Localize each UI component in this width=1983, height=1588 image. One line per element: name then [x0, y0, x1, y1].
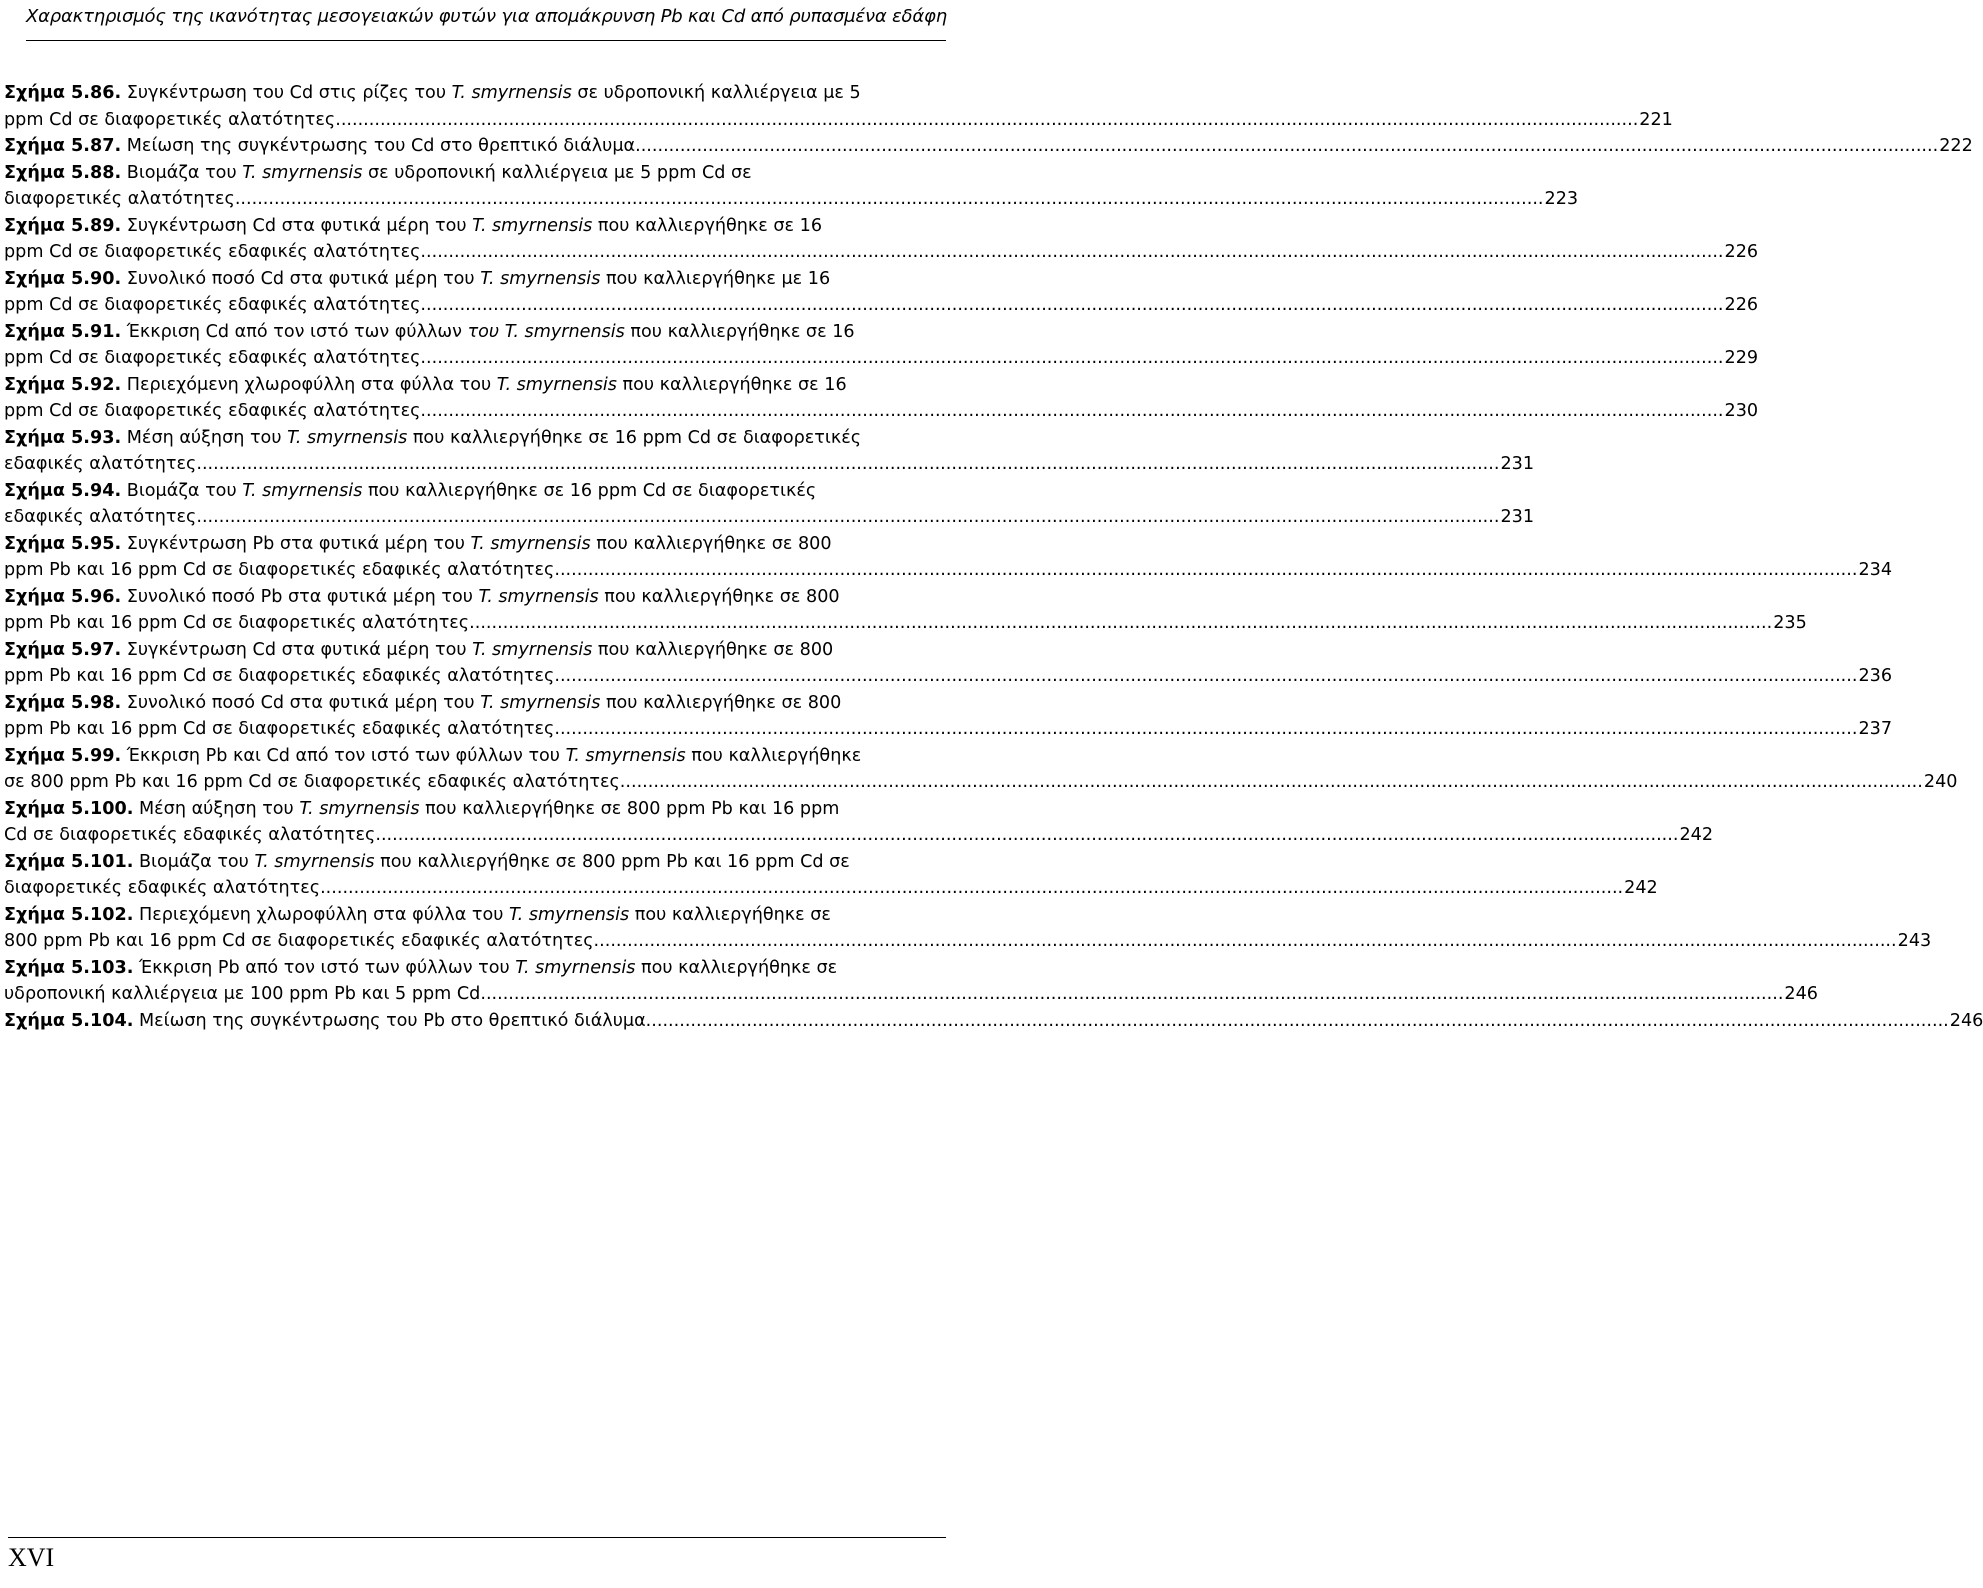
caption-text: που καλλιεργήθηκε με 16	[600, 268, 831, 289]
caption-text: που καλλιεργήθηκε σε	[635, 957, 838, 978]
page-reference: 223	[1544, 189, 1579, 209]
toc-entry-first-line	[4, 743, 948, 770]
caption-continuation	[4, 398, 426, 425]
toc-entry[interactable]	[4, 743, 1958, 796]
caption-continuation	[4, 239, 426, 266]
figure-number: Σχήμα 5.94.	[4, 480, 122, 501]
caption-text: σε υδροπονική καλλιέργεια με 5	[571, 83, 861, 103]
page-reference: 222	[1939, 136, 1973, 156]
caption-continuation	[4, 822, 381, 849]
caption-continuation	[4, 769, 625, 796]
page-number: XVI	[8, 1543, 55, 1572]
species-name: T. smyrnensis	[472, 639, 593, 660]
figure-number: Σχήμα 5.90.	[4, 268, 122, 289]
caption-text: σε 800 ppm Pb και 16 ppm Cd σε διαφορετικές εδαφικές αλατότητες.	[4, 772, 626, 792]
toc-entry[interactable]	[4, 690, 1893, 743]
caption-text: 800 ppm Pb και 16 ppm Cd σε διαφορετικές εδαφικές αλατότητες.	[4, 931, 600, 951]
toc-entry-last-line	[4, 292, 1759, 319]
figure-number: Σχήμα 5.93.	[4, 427, 122, 448]
caption-text: που καλλιεργήθηκε σε 16	[616, 374, 847, 395]
toc-entry-first-line	[4, 319, 948, 346]
toc-entry-last-line	[4, 451, 1535, 478]
species-name: T. smyrnensis	[451, 83, 572, 103]
dot-leader	[486, 981, 1783, 1008]
caption-text: που καλλιεργήθηκε σε 16 ppm Cd σε διαφορετικές	[362, 480, 817, 501]
caption-text: εδαφικές αλατότητες.	[4, 454, 202, 474]
dot-leader	[246, 186, 1543, 213]
caption-continuation	[4, 186, 246, 213]
toc-entry[interactable]	[4, 160, 1579, 213]
page-reference: 243	[1897, 931, 1932, 951]
toc-entry-last-line	[4, 928, 1932, 955]
toc-entry-last-line	[4, 239, 1759, 266]
caption-text: Περιεχόμενη χλωροφύλλη στα φύλλα του	[133, 904, 510, 925]
caption-text: ppm Pb και 16 ppm Cd σε διαφορετικές εδαφικές αλατότητες.	[4, 719, 560, 739]
toc-entry-first-line	[4, 690, 948, 717]
caption-continuation	[4, 133, 641, 160]
dot-leader	[560, 716, 1857, 743]
caption-continuation	[4, 981, 486, 1008]
caption-text: Βιομάζα του	[121, 480, 243, 501]
species-name: T. smyrnensis	[480, 268, 601, 289]
caption-text: Έκκριση Cd από τον ιστό των φύλλων	[121, 321, 468, 342]
dot-leader	[641, 133, 1938, 160]
figure-number: Σχήμα 5.87.	[4, 136, 122, 156]
toc-entry[interactable]	[4, 319, 1759, 372]
caption-continuation	[4, 663, 560, 690]
dot-leader	[426, 239, 1723, 266]
caption-text: Συνολικό ποσό Cd στα φυτικά μέρη του	[121, 268, 481, 289]
figure-number: Σχήμα 5.89.	[4, 215, 122, 236]
caption-text: υδροπονική καλλιέργεια με 100 ppm Pb και 5 ppm Cd.	[4, 984, 486, 1004]
figure-number: Σχήμα 5.98.	[4, 692, 122, 713]
page-reference: 246	[1949, 1010, 1983, 1031]
caption-text: ppm Cd σε διαφορετικές εδαφικές αλατότητες.	[4, 242, 427, 262]
toc-entry-first-line	[4, 584, 948, 611]
caption-text: ppm Cd σε διαφορετικές εδαφικές αλατότητες.	[4, 348, 427, 368]
toc-entry[interactable]	[4, 955, 1819, 1008]
figure-number: Σχήμα 5.103.	[4, 957, 134, 978]
caption-text: Βιομάζα του	[121, 162, 243, 183]
toc-entry-last-line	[4, 981, 1819, 1008]
page-reference: 246	[1784, 984, 1819, 1004]
figure-number: Σχήμα 5.96.	[4, 586, 122, 607]
page-reference: 235	[1773, 613, 1807, 633]
toc-entry-last-line	[4, 398, 1759, 425]
species-name: T. smyrnensis	[287, 427, 408, 448]
caption-text: ppm Cd σε διαφορετικές εδαφικές αλατότητες.	[4, 401, 427, 421]
toc-entry-first-line	[4, 955, 948, 982]
caption-text: που καλλιεργήθηκε σε 16	[624, 321, 855, 342]
toc-entry[interactable]	[4, 266, 1759, 319]
figure-number: Σχήμα 5.88.	[4, 162, 122, 183]
dot-leader	[202, 504, 1499, 531]
caption-text: Μείωση της συγκέντρωσης του Pb στο θρεπτικό διάλυμα.	[133, 1010, 652, 1031]
caption-continuation	[4, 107, 341, 134]
caption-text: Συνολικό ποσό Cd στα φυτικά μέρη του	[121, 692, 481, 713]
page-reference: 240	[1923, 772, 1958, 792]
caption-continuation	[4, 928, 599, 955]
toc-entry[interactable]	[4, 372, 1759, 425]
caption-continuation	[4, 345, 426, 372]
dot-leader	[426, 292, 1723, 319]
caption-continuation	[4, 610, 475, 637]
caption-text: που καλλιεργήθηκε σε	[629, 904, 831, 925]
caption-text: ppm Pb και 16 ppm Cd σε διαφορετικές εδαφικές αλατότητες.	[4, 666, 560, 686]
figure-number: Σχήμα 5.99.	[4, 745, 122, 766]
toc-entry-last-line	[4, 557, 1893, 584]
toc-entry-last-line	[4, 769, 1958, 796]
species-name: T. smyrnensis	[565, 745, 686, 766]
figure-number: Σχήμα 5.102.	[4, 904, 134, 925]
header-rule	[26, 40, 946, 41]
toc-entry-last-line	[4, 875, 1658, 902]
page-reference: 237	[1858, 719, 1893, 739]
species-name: του T. smyrnensis	[467, 321, 625, 342]
species-name: T. smyrnensis	[299, 798, 420, 819]
dot-leader	[599, 928, 1896, 955]
species-name: T. smyrnensis	[470, 533, 591, 554]
page-reference: 242	[1624, 878, 1658, 898]
caption-text: που καλλιεργήθηκε σε 800	[592, 639, 834, 660]
page-reference: 236	[1858, 666, 1893, 686]
toc-entry-first-line	[4, 160, 948, 187]
caption-continuation	[4, 557, 560, 584]
toc-entry[interactable]	[4, 584, 1807, 637]
dot-leader	[560, 557, 1857, 584]
figure-number: Σχήμα 5.104.	[4, 1010, 134, 1031]
page-reference: 234	[1858, 560, 1893, 580]
toc-entry-first-line	[4, 213, 948, 240]
page-reference: 242	[1679, 825, 1714, 845]
caption-text: Έκκριση Pb από τον ιστό των φύλλων του	[133, 957, 516, 978]
figure-number: Σχήμα 5.101.	[4, 851, 134, 872]
species-name: T. smyrnensis	[478, 586, 599, 607]
dot-leader	[381, 822, 1678, 849]
species-name: T. smyrnensis	[515, 957, 636, 978]
caption-text: Συγκέντρωση Cd στα φυτικά μέρη του	[121, 215, 473, 236]
caption-text: διαφορετικές εδαφικές αλατότητες.	[4, 878, 326, 898]
caption-text: Συγκέντρωση του Cd στις ρίζες του	[121, 83, 452, 103]
toc-entry-last-line	[4, 716, 1893, 743]
caption-continuation	[4, 1008, 651, 1035]
caption-text: εδαφικές αλατότητες.	[4, 507, 202, 527]
toc-entry-last-line	[4, 663, 1893, 690]
toc-entry[interactable]	[4, 796, 1714, 849]
toc-entry-first-line	[4, 637, 948, 664]
running-header: Χαρακτηρισμός της ικανότητας μεσογειακών φυτών για απομάκρυνση Pb και Cd από ρυπασμένα εδάφη	[26, 6, 947, 27]
caption-text: που καλλιεργήθηκε	[685, 745, 862, 766]
caption-text: Μέση αύξηση του	[133, 798, 300, 819]
toc-entry-first-line	[4, 902, 948, 929]
toc-entry-last-line	[4, 1008, 1983, 1035]
caption-text: ppm Cd σε διαφορετικές εδαφικές αλατότητες.	[4, 295, 427, 315]
species-name: T. smyrnensis	[242, 480, 363, 501]
toc-entry-first-line	[4, 80, 948, 107]
figure-number: Σχήμα 5.91.	[4, 321, 122, 342]
caption-text: Περιεχόμενη χλωροφύλλη στα φύλλα του	[121, 374, 497, 395]
page-reference: 231	[1500, 454, 1535, 474]
toc-entry[interactable]	[4, 478, 1535, 531]
toc-entry-first-line	[4, 425, 948, 452]
toc-entry-last-line	[4, 107, 1673, 134]
page-reference: 221	[1639, 109, 1673, 130]
caption-text: Συγκέντρωση Cd στα φυτικά μέρη του	[121, 639, 473, 660]
species-name: T. smyrnensis	[509, 904, 630, 925]
toc-entry-last-line	[4, 610, 1807, 637]
caption-text: που καλλιεργήθηκε σε 800	[600, 692, 842, 713]
toc-entry[interactable]	[4, 531, 1893, 584]
dot-leader	[326, 875, 1623, 902]
caption-continuation	[4, 716, 560, 743]
caption-text: που καλλιεργήθηκε σε 16 ppm Cd σε διαφορετικές	[407, 427, 862, 448]
caption-continuation	[4, 292, 426, 319]
caption-text: διαφορετικές αλατότητες..	[4, 189, 247, 209]
toc-entry[interactable]	[4, 80, 1673, 133]
toc-entry-first-line	[4, 478, 948, 505]
species-name: T. smyrnensis	[480, 692, 601, 713]
page-reference: 226	[1724, 295, 1759, 315]
footer-rule	[8, 1537, 946, 1538]
dot-leader	[625, 769, 1922, 796]
caption-continuation	[4, 875, 326, 902]
list-of-figures	[4, 80, 1983, 1034]
dot-leader	[651, 1008, 1948, 1035]
figure-number: Σχήμα 5.95.	[4, 533, 122, 554]
caption-text: Βιομάζα του	[133, 851, 255, 872]
caption-text: ppm Cd σε διαφορετικές αλατότητες.	[4, 109, 341, 130]
caption-continuation	[4, 504, 202, 531]
caption-text: που καλλιεργήθηκε σε 16	[592, 215, 823, 236]
dot-leader	[426, 398, 1723, 425]
dot-leader	[475, 610, 1772, 637]
species-name: T. smyrnensis	[472, 215, 593, 236]
dot-leader	[341, 107, 1638, 134]
species-name: T. smyrnensis	[242, 162, 363, 183]
caption-text: Cd σε διαφορετικές εδαφικές αλατότητες.	[4, 825, 381, 845]
toc-entry-first-line	[4, 266, 948, 293]
toc-entry[interactable]	[4, 1008, 1983, 1035]
toc-entry-first-line	[4, 372, 948, 399]
caption-text: που καλλιεργήθηκε σε 800 ppm Pb και 16 ppm Cd σε	[374, 851, 850, 872]
toc-entry-last-line	[4, 822, 1714, 849]
toc-entry[interactable]	[4, 849, 1658, 902]
dot-leader	[426, 345, 1723, 372]
toc-entry-last-line	[4, 504, 1535, 531]
caption-text: Συνολικό ποσό Pb στα φυτικά μέρη του	[121, 586, 479, 607]
toc-entry-last-line	[4, 345, 1759, 372]
toc-entry-last-line	[4, 186, 1579, 213]
caption-text: που καλλιεργήθηκε σε 800	[590, 533, 832, 554]
figure-number: Σχήμα 5.92.	[4, 374, 122, 395]
toc-entry[interactable]	[4, 425, 1535, 478]
toc-entry-first-line	[4, 796, 948, 823]
figure-number: Σχήμα 5.100.	[4, 798, 134, 819]
caption-text: Έκκριση Pb και Cd από τον ιστό των φύλλων του	[121, 745, 566, 766]
caption-text: που καλλιεργήθηκε σε 800 ppm Pb και 16 ppm	[419, 798, 840, 819]
toc-entry[interactable]	[4, 902, 1932, 955]
toc-entry-first-line	[4, 849, 948, 876]
caption-text: Μείωση της συγκέντρωσης του Cd στο θρεπτικό διάλυμα.	[121, 136, 641, 156]
toc-entry[interactable]	[4, 133, 1973, 160]
toc-entry-first-line	[4, 531, 948, 558]
page-reference: 230	[1724, 401, 1759, 421]
toc-entry-last-line	[4, 133, 1973, 160]
caption-text: ppm Pb και 16 ppm Cd σε διαφορετικές αλατότητες.	[4, 613, 475, 633]
figure-number: Σχήμα 5.97.	[4, 639, 122, 660]
species-name: T. smyrnensis	[254, 851, 375, 872]
caption-text: ppm Pb και 16 ppm Cd σε διαφορετικές εδαφικές αλατότητες.	[4, 560, 560, 580]
figure-number: Σχήμα 5.86.	[4, 83, 122, 103]
dot-leader	[560, 663, 1857, 690]
caption-text: Μέση αύξηση του	[121, 427, 288, 448]
dot-leader	[202, 451, 1499, 478]
toc-entry[interactable]	[4, 213, 1759, 266]
page-reference: 229	[1724, 348, 1759, 368]
caption-text: που καλλιεργήθηκε σε 800	[598, 586, 840, 607]
page-reference: 231	[1500, 507, 1535, 527]
caption-text: σε υδροπονική καλλιέργεια με 5 ppm Cd σε	[362, 162, 752, 183]
species-name: T. smyrnensis	[496, 374, 617, 395]
toc-entry[interactable]	[4, 637, 1893, 690]
caption-text: Συγκέντρωση Pb στα φυτικά μέρη του	[121, 533, 471, 554]
caption-continuation	[4, 451, 202, 478]
page-reference: 226	[1724, 242, 1759, 262]
